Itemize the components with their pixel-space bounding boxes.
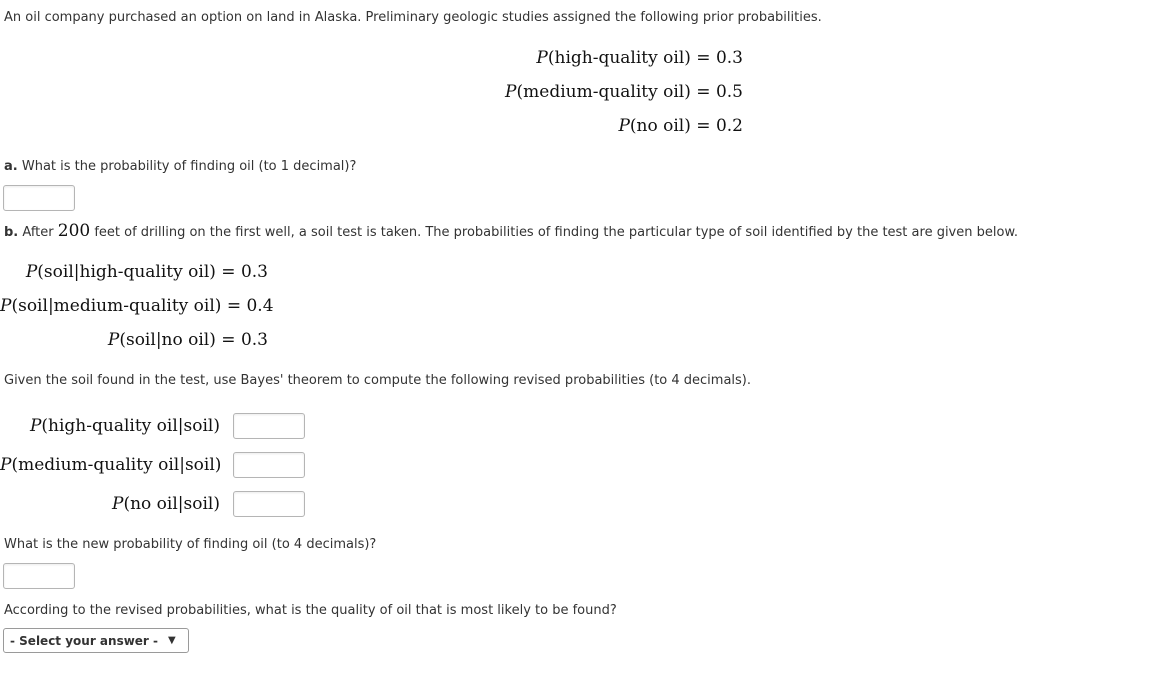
quality-answer-select[interactable] — [3, 628, 189, 653]
prior-no-oil: P(no oil) = 0.2 — [618, 116, 743, 136]
revised-medium-quality-input[interactable] — [233, 452, 305, 478]
bayes-instruction: Given the soil found in the test, use Bayes' theorem to compute the following revised probabilities (to 4 decimals). — [4, 373, 752, 388]
revised-no-oil-input[interactable] — [233, 491, 305, 517]
revised-high-quality-input[interactable] — [233, 413, 305, 439]
part-b-intro: b. After 200 feet of drilling on the first well, a soil test is taken. The probabilities of finding the particular type of soil identified by the test are given below. — [4, 221, 1019, 241]
cond-soil-high-quality: P(soil|high-quality oil) = 0.3 — [25, 262, 268, 282]
revised-high-quality-label: P(high-quality oil|soil) — [29, 416, 220, 436]
intro-text: An oil company purchased an option on land in Alaska. Preliminary geologic studies assigned the following prior probabilities. — [4, 10, 822, 25]
new-prob-question: What is the new probability of finding oil (to 4 decimals)? — [4, 537, 377, 552]
part-a-question: a. What is the probability of finding oil (to 1 decimal)? — [4, 159, 357, 174]
revised-medium-quality-label: P(medium-quality oil|soil) — [0, 455, 222, 475]
prior-high-quality: P(high-quality oil) = 0.3 — [536, 48, 743, 68]
select-label: - Select your answer - — [10, 633, 159, 648]
cond-soil-no-oil: P(soil|no oil) = 0.3 — [107, 330, 268, 350]
prior-medium-quality: P(medium-quality oil) = 0.5 — [505, 82, 743, 102]
cond-soil-medium-quality: P(soil|medium-quality oil) = 0.4 — [0, 296, 274, 316]
revised-no-oil-label: P(no oil|soil) — [111, 494, 220, 514]
quality-question: According to the revised probabilities, what is the quality of oil that is most likely to be found? — [4, 603, 617, 618]
new-prob-answer-input[interactable] — [3, 563, 75, 589]
part-a-answer-input[interactable] — [3, 185, 75, 211]
chevron-down-icon: ▼ — [168, 635, 176, 646]
